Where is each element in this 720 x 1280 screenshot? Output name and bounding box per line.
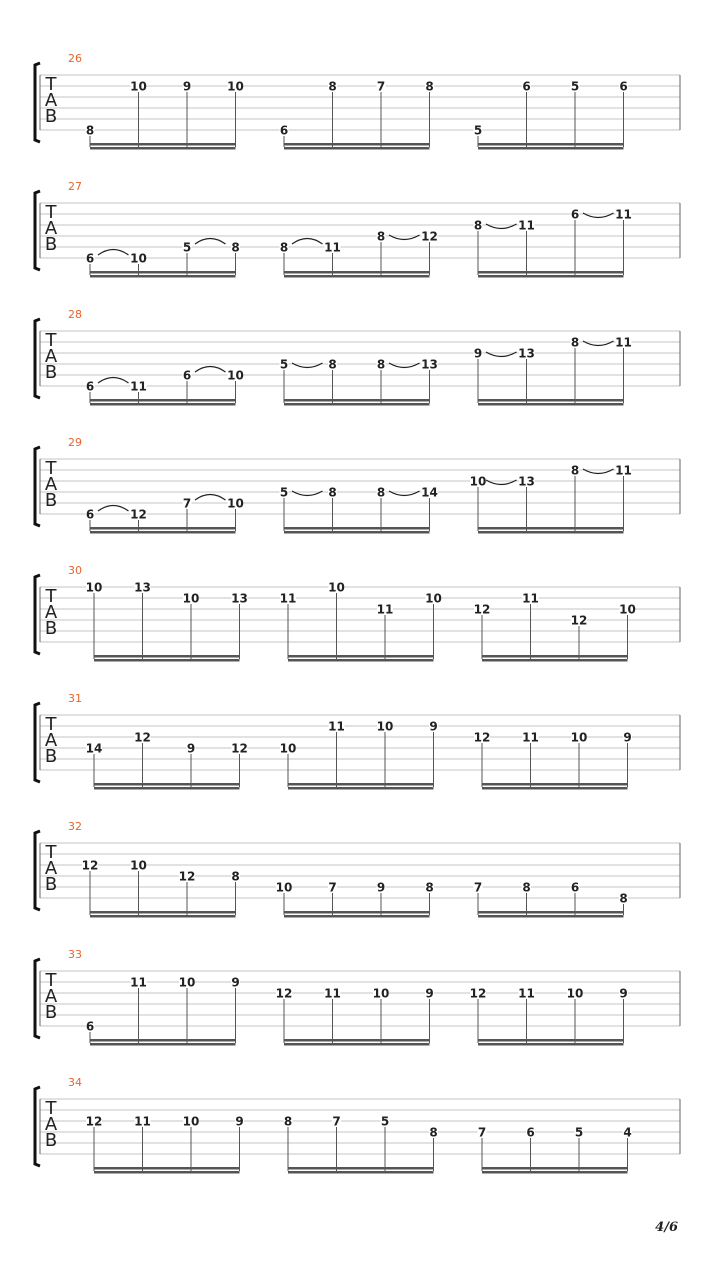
beam-primary	[284, 271, 430, 274]
beam-primary	[90, 1039, 236, 1042]
beam-primary	[478, 399, 624, 402]
fret-number: 5	[380, 1114, 390, 1129]
fret-number: 7	[182, 496, 192, 511]
system-bracket	[35, 703, 40, 782]
fret-number: 10	[372, 986, 390, 1001]
beam-primary	[284, 911, 430, 914]
beam-primary	[284, 143, 430, 146]
beam-primary	[90, 143, 236, 146]
fret-number: 10	[275, 880, 293, 895]
beam-secondary	[284, 1043, 430, 1046]
beam-primary	[288, 1167, 434, 1170]
fret-number: 8	[429, 1125, 438, 1140]
fret-number: 8	[85, 123, 95, 138]
fret-number: 9	[182, 79, 192, 94]
fret-number: 11	[328, 719, 345, 734]
fret-number: 12	[81, 858, 99, 873]
fret-number: 10	[227, 79, 244, 94]
fret-number: 10	[376, 719, 394, 734]
beam-primary	[94, 783, 240, 786]
fret-number: 5	[279, 357, 289, 372]
fret-number: 7	[332, 1114, 341, 1129]
beam-primary	[284, 527, 430, 530]
fret-number: 8	[425, 79, 434, 94]
tab-clef-letter: B	[44, 490, 58, 511]
slur-arc	[195, 367, 226, 373]
fret-number: 13	[421, 357, 438, 372]
tab-clef-letter: A	[44, 346, 58, 367]
fret-number: 11	[615, 335, 632, 350]
fret-number: 8	[279, 240, 289, 255]
slur-arc	[98, 506, 129, 512]
fret-number: 8	[328, 357, 337, 372]
tab-system	[35, 180, 680, 278]
fret-number: 11	[615, 463, 632, 478]
tab-clef-letter: B	[44, 618, 58, 639]
tab-clef-letter: A	[44, 1114, 58, 1135]
beam-secondary	[288, 787, 434, 790]
beam-primary	[478, 271, 624, 274]
beam-secondary	[478, 275, 624, 278]
tab-system	[35, 1076, 680, 1174]
fret-number: 6	[522, 79, 531, 94]
tab-clef-letter: B	[44, 1130, 58, 1151]
fret-number: 8	[522, 880, 531, 895]
beam-secondary	[288, 659, 434, 662]
beam-secondary	[94, 1171, 240, 1174]
fret-number: 6	[570, 207, 580, 222]
fret-number: 8	[425, 880, 434, 895]
measure-number: 27	[68, 180, 82, 193]
beam-primary	[90, 399, 236, 402]
fret-number: 9	[231, 975, 240, 990]
measure-number: 31	[68, 692, 82, 705]
fret-number: 5	[279, 485, 289, 500]
fret-number: 10	[182, 1114, 200, 1129]
fret-number: 9	[186, 741, 196, 756]
beam-secondary	[284, 915, 430, 918]
fret-number: 12	[473, 730, 491, 745]
tab-clef-letter: B	[44, 1002, 58, 1023]
fret-number: 11	[130, 975, 147, 990]
tab-system	[35, 820, 680, 918]
measure-number: 30	[68, 564, 82, 577]
beam-secondary	[478, 403, 624, 406]
tab-clef-letter: A	[44, 602, 58, 623]
tab-clef-letter: A	[44, 90, 58, 111]
beam-secondary	[478, 1043, 624, 1046]
fret-number: 10	[469, 474, 487, 489]
fret-number: 12	[231, 741, 248, 756]
tab-clef-letter: T	[45, 1098, 57, 1119]
beam-secondary	[482, 1171, 628, 1174]
fret-number: 6	[526, 1125, 535, 1140]
fret-number: 9	[473, 346, 483, 361]
fret-number: 12	[275, 986, 293, 1001]
beam-primary	[284, 399, 430, 402]
fret-number: 12	[178, 869, 196, 884]
tab-system	[35, 692, 680, 790]
fret-number: 11	[615, 207, 632, 222]
beam-primary	[478, 1039, 624, 1042]
fret-number: 10	[425, 591, 442, 606]
beam-secondary	[482, 659, 628, 662]
tab-clef-letter: A	[44, 858, 58, 879]
beam-primary	[94, 1167, 240, 1170]
fret-number: 11	[324, 986, 341, 1001]
fret-number: 5	[473, 123, 483, 138]
fret-number: 8	[376, 229, 386, 244]
beam-secondary	[90, 915, 236, 918]
tab-clef-letter: B	[44, 106, 58, 127]
beam-primary	[482, 1167, 628, 1170]
fret-number: 8	[473, 218, 483, 233]
tab-system	[35, 564, 680, 662]
fret-number: 7	[477, 1125, 487, 1140]
fret-number: 10	[130, 858, 147, 873]
tab-system	[35, 948, 680, 1046]
tab-clef-letter: A	[44, 730, 58, 751]
fret-number: 5	[182, 240, 192, 255]
fret-number: 6	[182, 368, 192, 383]
fret-number: 12	[421, 229, 438, 244]
fret-number: 7	[376, 79, 386, 94]
fret-number: 8	[328, 485, 337, 500]
beam-primary	[482, 655, 628, 658]
tab-clef-letter: B	[44, 362, 58, 383]
fret-number: 10	[130, 79, 147, 94]
beam-primary	[288, 655, 434, 658]
fret-number: 12	[473, 602, 491, 617]
beam-secondary	[288, 1171, 434, 1174]
tab-clef-letter: T	[45, 74, 57, 95]
fret-number: 9	[425, 986, 434, 1001]
measure-number: 32	[68, 820, 82, 833]
tab-clef-letter: B	[44, 874, 58, 895]
tab-clef-letter: T	[45, 714, 57, 735]
system-bracket	[35, 63, 40, 142]
fret-number: 9	[619, 986, 628, 1001]
fret-number: 13	[518, 474, 535, 489]
fret-number: 8	[283, 1114, 293, 1129]
tab-clef-letter: T	[45, 202, 57, 223]
beam-primary	[482, 783, 628, 786]
fret-number: 12	[134, 730, 151, 745]
tab-clef-letter: T	[45, 586, 57, 607]
beam-secondary	[478, 531, 624, 534]
fret-number: 8	[570, 335, 580, 350]
fret-number: 6	[570, 880, 580, 895]
fret-number: 11	[324, 240, 341, 255]
fret-number: 10	[85, 580, 103, 595]
beam-secondary	[478, 147, 624, 150]
system-bracket	[35, 959, 40, 1038]
fret-number: 12	[570, 613, 588, 628]
fret-number: 6	[279, 123, 289, 138]
fret-number: 4	[623, 1125, 632, 1140]
beam-secondary	[90, 147, 236, 150]
measure-number: 26	[68, 52, 82, 65]
fret-number: 10	[619, 602, 636, 617]
beam-primary	[284, 1039, 430, 1042]
fret-number: 8	[376, 485, 386, 500]
system-bracket	[35, 191, 40, 270]
slur-arc	[292, 239, 323, 245]
fret-number: 13	[231, 591, 248, 606]
fret-number: 8	[619, 891, 628, 906]
system-bracket	[35, 575, 40, 654]
system-bracket	[35, 831, 40, 910]
fret-number: 10	[227, 368, 244, 383]
beam-secondary	[90, 275, 236, 278]
beam-secondary	[482, 787, 628, 790]
fret-number: 11	[130, 379, 147, 394]
fret-number: 11	[376, 602, 394, 617]
slur-arc	[195, 239, 226, 245]
beam-secondary	[284, 147, 430, 150]
fret-number: 14	[85, 741, 103, 756]
fret-number: 9	[623, 730, 632, 745]
tab-clef-letter: T	[45, 330, 57, 351]
fret-number: 7	[473, 880, 483, 895]
tab-clef-letter: T	[45, 970, 57, 991]
beam-primary	[94, 655, 240, 658]
tab-clef-letter: T	[45, 842, 57, 863]
tab-clef-letter: T	[45, 458, 57, 479]
system-bracket	[35, 1087, 40, 1166]
fret-number: 6	[85, 251, 95, 266]
fret-number: 5	[574, 1125, 584, 1140]
tab-system	[35, 52, 680, 150]
fret-number: 10	[182, 591, 200, 606]
tab-clef-letter: A	[44, 218, 58, 239]
measure-number: 33	[68, 948, 82, 961]
beam-primary	[90, 911, 236, 914]
beam-secondary	[90, 531, 236, 534]
beam-primary	[478, 143, 624, 146]
beam-primary	[90, 271, 236, 274]
beam-secondary	[284, 531, 430, 534]
fret-number: 8	[231, 240, 240, 255]
system-bracket	[35, 447, 40, 526]
fret-number: 6	[85, 507, 95, 522]
fret-number: 11	[518, 986, 535, 1001]
beam-secondary	[478, 915, 624, 918]
fret-number: 11	[522, 730, 539, 745]
system-bracket	[35, 319, 40, 398]
beam-primary	[288, 783, 434, 786]
beam-secondary	[284, 275, 430, 278]
fret-number: 10	[130, 251, 147, 266]
measure-number: 34	[68, 1076, 82, 1089]
fret-number: 12	[469, 986, 487, 1001]
fret-number: 12	[130, 507, 147, 522]
fret-number: 10	[566, 986, 584, 1001]
fret-number: 8	[570, 463, 580, 478]
slur-arc	[98, 378, 129, 384]
beam-secondary	[90, 1043, 236, 1046]
fret-number: 11	[522, 591, 539, 606]
fret-number: 10	[227, 496, 244, 511]
beam-secondary	[94, 659, 240, 662]
fret-number: 10	[570, 730, 588, 745]
fret-number: 11	[518, 218, 535, 233]
beam-primary	[478, 911, 624, 914]
fret-number: 14	[421, 485, 438, 500]
fret-number: 9	[235, 1114, 244, 1129]
fret-number: 8	[376, 357, 386, 372]
fret-number: 9	[376, 880, 386, 895]
fret-number: 5	[570, 79, 580, 94]
tab-clef-letter: A	[44, 986, 58, 1007]
fret-number: 8	[231, 869, 240, 884]
fret-number: 6	[85, 379, 95, 394]
tab-clef-letter: B	[44, 234, 58, 255]
measure-number: 28	[68, 308, 82, 321]
fret-number: 10	[279, 741, 297, 756]
fret-number: 8	[328, 79, 337, 94]
tab-system	[35, 308, 680, 406]
tab-system	[35, 436, 680, 534]
beam-secondary	[90, 403, 236, 406]
beam-secondary	[94, 787, 240, 790]
fret-number: 11	[279, 591, 297, 606]
beam-secondary	[284, 403, 430, 406]
tab-clef-letter: B	[44, 746, 58, 767]
tab-clef-letter: A	[44, 474, 58, 495]
fret-number: 11	[134, 1114, 151, 1129]
page-number: 4/6	[655, 1220, 678, 1235]
slur-arc	[195, 495, 226, 501]
measure-number: 29	[68, 436, 82, 449]
fret-number: 10	[178, 975, 196, 990]
fret-number: 10	[328, 580, 345, 595]
fret-number: 9	[429, 719, 438, 734]
fret-number: 7	[328, 880, 337, 895]
fret-number: 6	[619, 79, 628, 94]
beam-primary	[90, 527, 236, 530]
fret-number: 13	[134, 580, 151, 595]
fret-number: 12	[85, 1114, 103, 1129]
fret-number: 13	[518, 346, 535, 361]
fret-number: 6	[85, 1019, 95, 1034]
beam-primary	[478, 527, 624, 530]
slur-arc	[98, 250, 129, 256]
